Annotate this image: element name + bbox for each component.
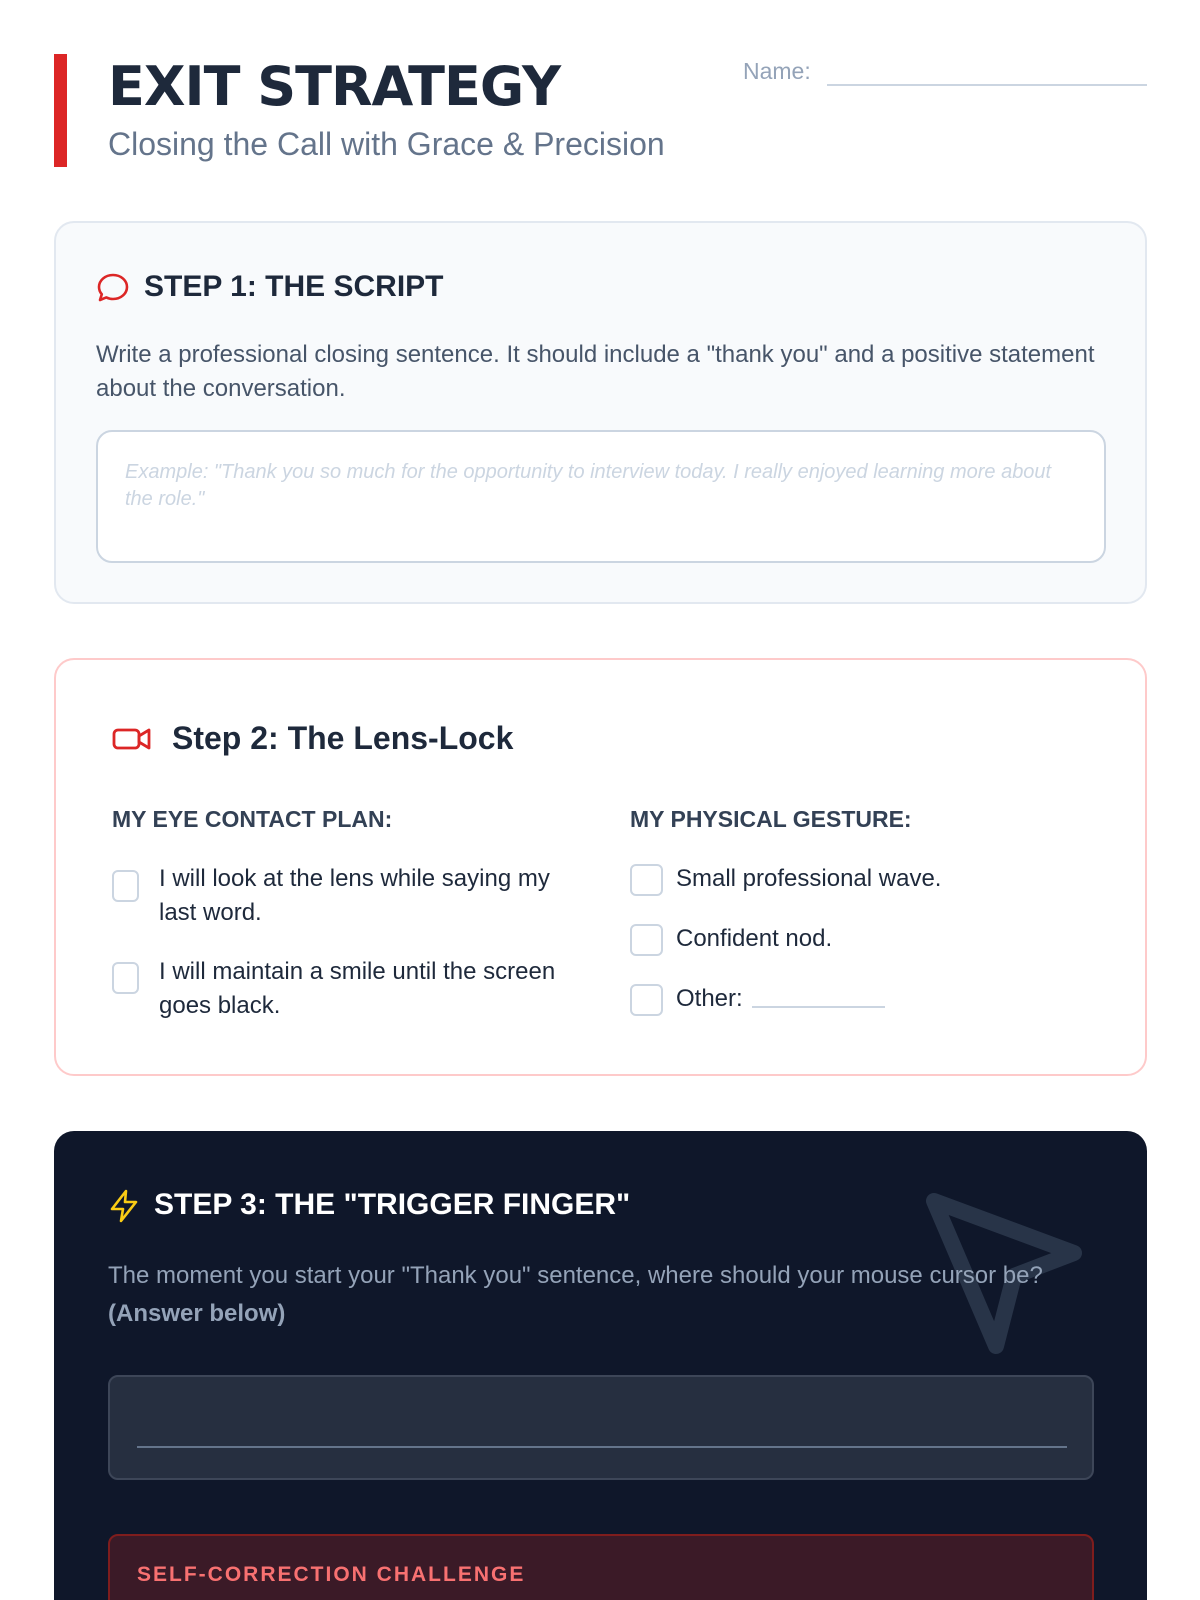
gesture-option-2: Confident nod. (676, 925, 833, 952)
eye-contact-checkbox-1[interactable] (112, 870, 139, 902)
step3-question: The moment you start your "Thank you" sentence, where should your mouse cursor be? (108, 1262, 1043, 1289)
step1-description: Write a professional closing sentence. It should include a "thank you" and a positive statement about the conversation. (96, 341, 1095, 402)
speech-bubble-icon (96, 271, 130, 305)
challenge-title: SELF-CORRECTION CHALLENGE (137, 1563, 526, 1586)
page-title: EXIT STRATEGY (108, 55, 561, 118)
video-camera-icon (112, 724, 152, 754)
step3-title: STEP 3: THE "TRIGGER FINGER" (154, 1188, 631, 1221)
step1-card (54, 221, 1147, 604)
script-answer-input[interactable] (96, 430, 1106, 563)
step2-card (54, 658, 1147, 1076)
name-label: Name: (743, 58, 811, 84)
answer-line (137, 1446, 1067, 1448)
step3-card (54, 1131, 1147, 1600)
script-answer-placeholder: Example: "Thank you so much for the opportunity to interview today. I really enjoyed learning more about the role." (125, 461, 1052, 510)
self-correction-challenge (108, 1534, 1094, 1600)
worksheet-header (54, 54, 1147, 167)
eye-contact-option-2: I will maintain a smile until the screen goes black. (159, 958, 556, 1019)
name-field[interactable] (827, 84, 1147, 86)
gesture-checkbox-2[interactable] (630, 924, 663, 956)
gesture-option-3: Other: (676, 985, 743, 1012)
gesture-heading: MY PHYSICAL GESTURE: (630, 806, 912, 832)
accent-bar (54, 54, 67, 167)
eye-contact-checkbox-2[interactable] (112, 962, 139, 994)
eye-contact-heading: MY EYE CONTACT PLAN: (112, 806, 393, 832)
page-subtitle: Closing the Call with Grace & Precision (108, 126, 665, 162)
gesture-other-input[interactable] (752, 1006, 885, 1008)
gesture-checkbox-1[interactable] (630, 864, 663, 896)
gesture-option-1: Small professional wave. (676, 865, 942, 892)
gesture-checkbox-3[interactable] (630, 984, 663, 1016)
step3-hint: (Answer below) (108, 1300, 286, 1327)
step2-title: Step 2: The Lens-Lock (172, 720, 514, 756)
eye-contact-option-1: I will look at the lens while saying my last word. (159, 865, 550, 926)
cursor-answer-input[interactable] (108, 1375, 1094, 1480)
step1-title: STEP 1: THE SCRIPT (144, 270, 444, 303)
lightning-bolt-icon (108, 1189, 140, 1223)
